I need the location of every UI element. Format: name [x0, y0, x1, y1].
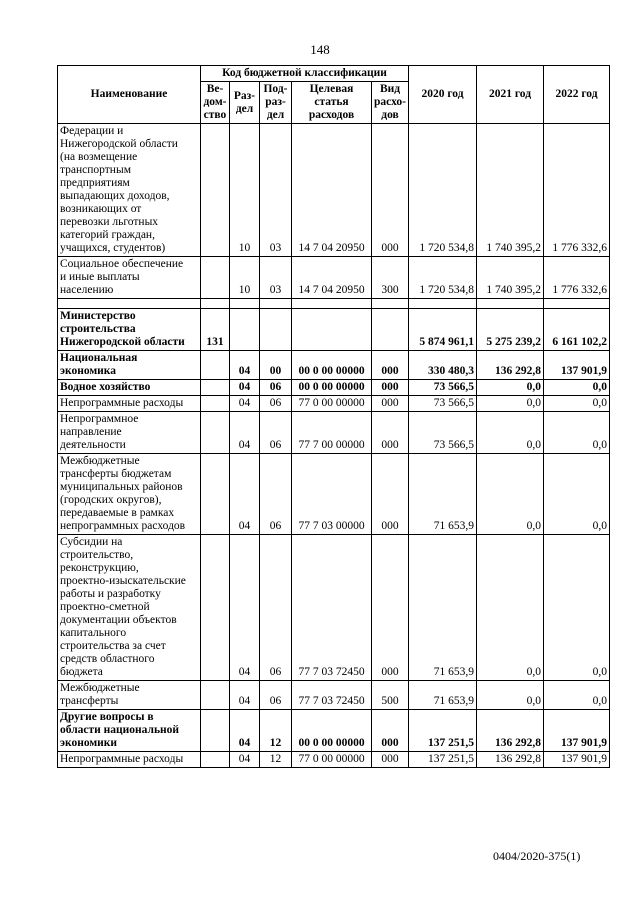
cell-celevaya: 00 0 00 00000 — [292, 351, 372, 380]
cell-name: Национальная экономика — [58, 351, 201, 380]
cell-celevaya: 00 0 00 00000 — [292, 380, 372, 396]
cell-y2022: 137 901,9 — [544, 351, 610, 380]
cell-y2020: 1 720 534,8 — [409, 124, 477, 257]
cell-y2022: 1 776 332,6 — [544, 257, 610, 299]
cell-ved — [201, 681, 230, 710]
cell-y2020: 71 653,9 — [409, 681, 477, 710]
cell-podrazdel: 00 — [260, 351, 292, 380]
cell-y2022: 0,0 — [544, 396, 610, 412]
cell-name: Непрограммные расходы — [58, 752, 201, 768]
cell-y2022: 6 161 102,2 — [544, 309, 610, 351]
table-row — [58, 124, 610, 257]
table-row — [58, 681, 610, 710]
cell-y2020: 73 566,5 — [409, 412, 477, 454]
header-code-group: Код бюджетной классификации — [201, 66, 409, 82]
cell-podrazdel: 12 — [260, 710, 292, 752]
table-row — [58, 710, 610, 752]
cell-name: Министерство строительства Нижегородской области — [58, 309, 201, 351]
cell-vid: 000 — [372, 535, 409, 681]
cell-ved — [201, 454, 230, 535]
cell-y2020: 73 566,5 — [409, 380, 477, 396]
cell-razdel: 04 — [230, 412, 260, 454]
cell-y2021: 1 740 395,2 — [477, 257, 544, 299]
cell-razdel: 04 — [230, 380, 260, 396]
cell-y2020: 137 251,5 — [409, 710, 477, 752]
cell-y2020: 5 874 961,1 — [409, 309, 477, 351]
cell-y2020: 73 566,5 — [409, 396, 477, 412]
cell-y2020: 71 653,9 — [409, 454, 477, 535]
cell-razdel: 04 — [230, 351, 260, 380]
cell-celevaya — [292, 309, 372, 351]
cell-ved — [201, 535, 230, 681]
cell-celevaya: 77 7 03 00000 — [292, 454, 372, 535]
cell-podrazdel: 06 — [260, 412, 292, 454]
empty-cell — [260, 299, 292, 309]
cell-celevaya: 77 0 00 00000 — [292, 396, 372, 412]
cell-razdel — [230, 309, 260, 351]
cell-y2021: 5 275 239,2 — [477, 309, 544, 351]
header-podrazdel: Под- раз- дел — [260, 82, 292, 124]
cell-podrazdel: 03 — [260, 257, 292, 299]
footer-document-code: 0404/2020-375(1) — [493, 849, 581, 863]
cell-vid: 000 — [372, 752, 409, 768]
header-celevaya: Целевая статья расходов — [292, 82, 372, 124]
cell-name: Непрограммное направление деятельности — [58, 412, 201, 454]
cell-razdel: 10 — [230, 257, 260, 299]
empty-cell — [58, 299, 201, 309]
cell-podrazdel: 06 — [260, 380, 292, 396]
cell-y2022: 1 776 332,6 — [544, 124, 610, 257]
cell-ved — [201, 412, 230, 454]
cell-y2020: 330 480,3 — [409, 351, 477, 380]
empty-cell — [230, 299, 260, 309]
cell-razdel: 04 — [230, 710, 260, 752]
table-body — [58, 124, 610, 768]
header-vid: Вид расхо- дов — [372, 82, 409, 124]
cell-razdel: 04 — [230, 396, 260, 412]
cell-vid: 000 — [372, 396, 409, 412]
cell-vid: 300 — [372, 257, 409, 299]
empty-cell — [477, 299, 544, 309]
cell-y2021: 136 292,8 — [477, 351, 544, 380]
cell-name: Водное хозяйство — [58, 380, 201, 396]
header-name: Наименование — [58, 66, 201, 124]
cell-name: Непрограммные расходы — [58, 396, 201, 412]
cell-y2022: 0,0 — [544, 681, 610, 710]
cell-y2021: 0,0 — [477, 535, 544, 681]
cell-name: Межбюджетные трансферты — [58, 681, 201, 710]
cell-y2021: 0,0 — [477, 454, 544, 535]
cell-celevaya: 00 0 00 00000 — [292, 710, 372, 752]
cell-vid: 000 — [372, 380, 409, 396]
cell-podrazdel: 06 — [260, 681, 292, 710]
cell-vid: 000 — [372, 412, 409, 454]
cell-y2022: 137 901,9 — [544, 752, 610, 768]
table-row — [58, 535, 610, 681]
cell-podrazdel: 12 — [260, 752, 292, 768]
cell-y2021: 1 740 395,2 — [477, 124, 544, 257]
table-row — [58, 412, 610, 454]
cell-razdel: 04 — [230, 454, 260, 535]
cell-vid: 500 — [372, 681, 409, 710]
empty-cell — [201, 299, 230, 309]
table-row — [58, 309, 610, 351]
cell-y2021: 0,0 — [477, 412, 544, 454]
cell-ved — [201, 351, 230, 380]
empty-cell — [409, 299, 477, 309]
cell-y2021: 0,0 — [477, 681, 544, 710]
cell-vid: 000 — [372, 454, 409, 535]
empty-cell — [292, 299, 372, 309]
cell-ved — [201, 380, 230, 396]
cell-ved — [201, 124, 230, 257]
table-row — [58, 257, 610, 299]
cell-vid: 000 — [372, 710, 409, 752]
cell-ved — [201, 752, 230, 768]
cell-y2020: 137 251,5 — [409, 752, 477, 768]
cell-ved — [201, 396, 230, 412]
cell-y2021: 136 292,8 — [477, 752, 544, 768]
header-ved: Ве- дом- ство — [201, 82, 230, 124]
header-2021: 2021 год — [477, 66, 544, 124]
cell-y2022: 137 901,9 — [544, 710, 610, 752]
page-number: 148 — [310, 42, 330, 57]
cell-podrazdel: 06 — [260, 535, 292, 681]
cell-ved: 131 — [201, 309, 230, 351]
cell-razdel: 04 — [230, 535, 260, 681]
cell-celevaya: 77 7 00 00000 — [292, 412, 372, 454]
cell-y2021: 0,0 — [477, 380, 544, 396]
cell-razdel: 10 — [230, 124, 260, 257]
cell-podrazdel: 03 — [260, 124, 292, 257]
cell-podrazdel — [260, 309, 292, 351]
table-row — [58, 454, 610, 535]
cell-y2022: 0,0 — [544, 380, 610, 396]
cell-razdel: 04 — [230, 752, 260, 768]
cell-ved — [201, 710, 230, 752]
cell-vid: 000 — [372, 351, 409, 380]
cell-ved — [201, 257, 230, 299]
spacer-row — [58, 299, 610, 309]
cell-celevaya: 14 7 04 20950 — [292, 124, 372, 257]
table-row — [58, 752, 610, 768]
empty-cell — [372, 299, 409, 309]
budget-table — [57, 65, 610, 768]
cell-y2022: 0,0 — [544, 454, 610, 535]
cell-y2022: 0,0 — [544, 535, 610, 681]
table-row — [58, 351, 610, 380]
header-2022: 2022 год — [544, 66, 610, 124]
table-row — [58, 396, 610, 412]
cell-y2021: 0,0 — [477, 396, 544, 412]
header-2020: 2020 год — [409, 66, 477, 124]
cell-y2020: 1 720 534,8 — [409, 257, 477, 299]
cell-podrazdel: 06 — [260, 396, 292, 412]
cell-name: Межбюджетные трансферты бюджетам муниципальных районов (городских округов), передаваемые в рамках непрограммных расходов — [58, 454, 201, 535]
cell-vid — [372, 309, 409, 351]
cell-razdel: 04 — [230, 681, 260, 710]
header-razdel: Раз- дел — [230, 82, 260, 124]
cell-celevaya: 14 7 04 20950 — [292, 257, 372, 299]
cell-name: Федерации и Нижегородской области (на возмещение транспортным предприятиям выпадающих доходов, возникающих от перевозки льготных категорий граждан, учащихся, студентов) — [58, 124, 201, 257]
cell-y2021: 136 292,8 — [477, 710, 544, 752]
cell-name: Субсидии на строительство, реконструкцию, проектно-изыскательские работы и разработку проектно-сметной документации объектов капитального строительства за счет средств областного бюджета — [58, 535, 201, 681]
cell-celevaya: 77 7 03 72450 — [292, 535, 372, 681]
cell-celevaya: 77 0 00 00000 — [292, 752, 372, 768]
cell-y2020: 71 653,9 — [409, 535, 477, 681]
cell-name: Социальное обеспечение и иные выплаты населению — [58, 257, 201, 299]
empty-cell — [544, 299, 610, 309]
table-row — [58, 380, 610, 396]
cell-podrazdel: 06 — [260, 454, 292, 535]
cell-vid: 000 — [372, 124, 409, 257]
cell-celevaya: 77 7 03 72450 — [292, 681, 372, 710]
cell-y2022: 0,0 — [544, 412, 610, 454]
cell-name: Другие вопросы в области национальной экономики — [58, 710, 201, 752]
